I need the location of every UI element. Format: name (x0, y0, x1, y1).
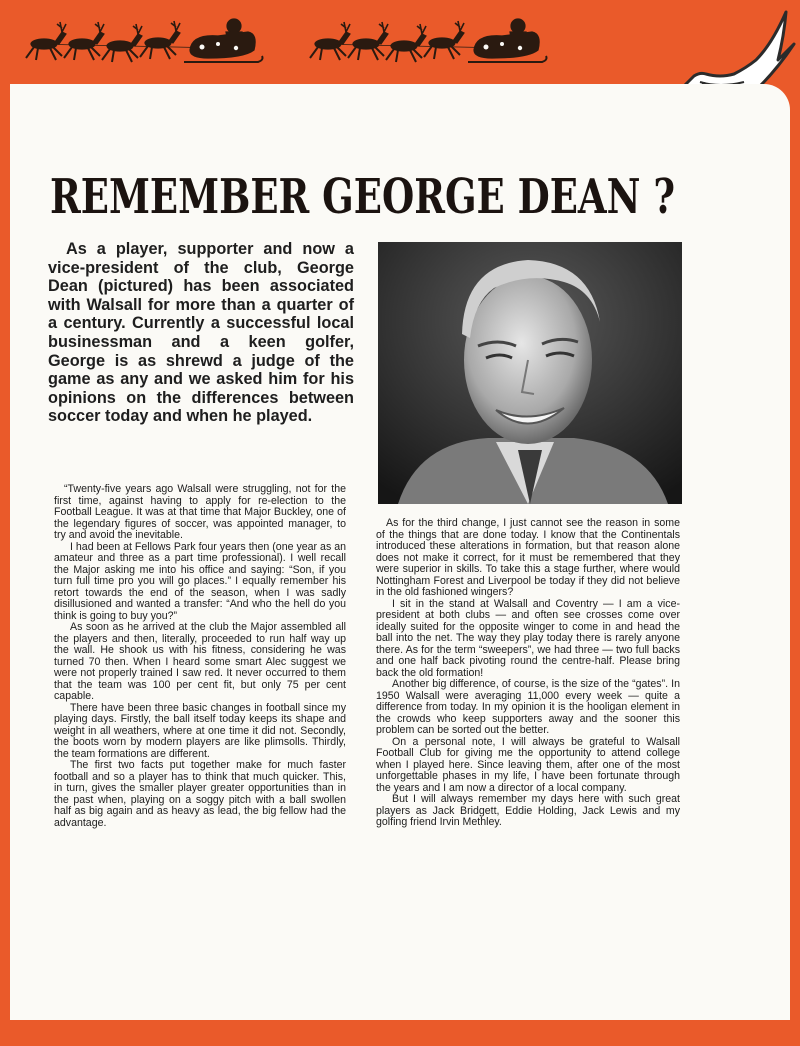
paragraph: “Twenty-five years ago Walsall were struggling, not for the first time, against having to apply for re-election to the Football League. It was at that time that Major Buckley, one of the legendary figures of soccer, was appointed manager, to try and avoid the inevitable. (54, 483, 346, 541)
paragraph: The first two facts put together make for much faster football and so a player has to think that much quicker. This, in turn, gives the smaller player greater opportunities than in the past when, playing on a soggy pitch with a ball swollen half as big again and as heavy as lead, the big fellow had the advantage. (54, 759, 346, 829)
article-column-right (376, 518, 680, 829)
paragraph: I sit in the stand at Walsall and Coventry — I am a vice-president at both clubs — and often see crosses come over ideally suited for the opposite winger to come in and head the ball into the net. The way they play today there is rarely anyone there. As for the term “sweepers”, we had three — two full backs and one half back pivoting round the centre-half. Please bring back the old formation! (376, 597, 680, 679)
paragraph: I had been at Fellows Park four years then (one year as an amateur and three as a part time professional). I well recall the Major asking me into his office and saying: “Son, if you turn full time pro you will go places.” I equally remember his retort towards the end of the season, when I was sadly disillusioned and wanted a transfer: “And who the hell do you think is going to buy you?” (54, 540, 346, 622)
paragraph: Another big difference, of course, is the size of the “gates”. In 1950 Walsall were averaging 11,000 every week — quite a difference from today. In my opinion it is the hooligan element in the crowds who keep supporters away and the sooner this problem can be sorted out the better. (376, 678, 680, 736)
portrait-photo (378, 242, 682, 504)
paragraph: As for the third change, I just cannot see the reason in some of the things that are done today. I know that the Continentals introduced these alterations in formation, but that reason alone does not make it correct, for it must be remembered that they were superior in skills. To take this a stage further, where would Nottingham Forest and Liverpool be today if they did not believe in the old fashioned wingers? (376, 517, 680, 598)
paragraph: But I will always remember my days here with such great players as Jack Bridgett, Eddie Holding, Jack Lewis and my golfing friend Irvin Methley. (376, 793, 680, 828)
paragraph: On a personal note, I will always be grateful to Walsall Football Club for giving me the opportunity to attend college when I played here. Since leaving them, after one of the most unforgettable phases in my life, I have been fortunate through the years and I am now a director of a local company. (376, 735, 680, 794)
article-column-left (54, 484, 346, 829)
santa-sleigh-reindeer-icon (306, 14, 548, 70)
santa-sleigh-reindeer-icon (22, 14, 264, 70)
article-intro: As a player, supporter and now a vice-president of the club, George Dean (pictured) has been associated with Walsall for more than a quarter of a century. Currently a successful local businessman and a keen golfer, George is as shrewd a judge of the game as any and we asked him for his opinions on the differences between soccer today and when he played. (48, 240, 354, 426)
article-title: REMEMBER GEORGE DEAN ? (50, 168, 676, 225)
paragraph: As soon as he arrived at the club the Major assembled all the players and then, literally, proceeded to run half way up the wall. He shook us with his fitness, considering he was turned 70 then. When I heard some smart Alec suggest we were not properly trained I saw red. It never occurred to them that the team was 100 per cent fit, but only 75 per cent capable. (54, 621, 346, 702)
paragraph: There have been three basic changes in football since my playing days. Firstly, the ball itself today keeps its shape and weight in all weathers, where at one time it did not. Secondly, the boots worn by modern players are like plimsolls. Thirdly, the team formations are different. (54, 701, 346, 760)
